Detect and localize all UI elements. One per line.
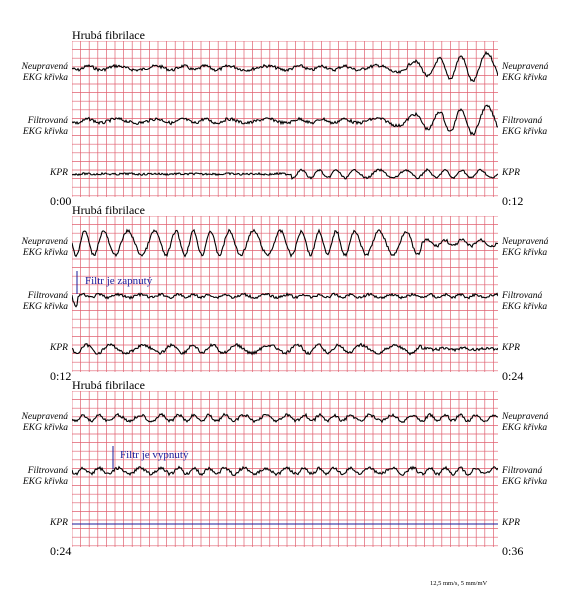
strip-panel-3 xyxy=(0,378,581,558)
filtered-ecg-trace xyxy=(72,467,498,476)
recording-scale: 12,5 mm/s, 5 mm/mV xyxy=(430,580,488,587)
panel-title: Hrubá fibrilace xyxy=(72,203,145,217)
ecg-grid xyxy=(72,216,498,372)
row-label-cpr-right: KPR xyxy=(502,518,520,528)
row-label-cpr-left: KPR xyxy=(50,168,68,178)
start-time: 0:12 xyxy=(50,369,72,383)
panel-title: Hrubá fibrilace xyxy=(72,28,145,42)
row-label-raw-right: Neupravená EKG křivka xyxy=(502,412,549,433)
start-time: 0:24 xyxy=(50,544,72,558)
row-label-cpr-right: KPR xyxy=(502,343,520,353)
row-label-raw-right: Neupravená EKG křivka xyxy=(502,237,549,258)
strip-panel-2 xyxy=(0,203,581,383)
cpr-trace xyxy=(72,169,498,179)
row-label-cpr-left: KPR xyxy=(50,343,68,353)
row-label-raw-left: Neupravená EKG křivka xyxy=(21,412,68,433)
row-label-filtered-left: Filtrovaná EKG křivka xyxy=(22,116,68,137)
row-label-raw-right: Neupravená EKG křivka xyxy=(502,62,549,83)
raw-ecg-trace xyxy=(72,230,498,257)
raw-ecg-trace xyxy=(72,414,498,423)
row-label-cpr-left: KPR xyxy=(50,518,68,528)
row-label-filtered-right: Filtrovaná EKG křivka xyxy=(502,116,548,137)
row-label-cpr-right: KPR xyxy=(502,168,520,178)
row-label-filtered-left: Filtrovaná EKG křivka xyxy=(22,291,68,312)
filter-annotation: Filtr je zapnutý xyxy=(85,275,153,287)
row-label-filtered-right: Filtrovaná EKG křivka xyxy=(502,291,548,312)
start-time: 0:00 xyxy=(50,194,72,208)
strip-panel-1 xyxy=(0,28,581,208)
filtered-ecg-trace xyxy=(72,293,498,306)
end-time: 0:12 xyxy=(502,194,524,208)
end-time: 0:24 xyxy=(502,369,524,383)
row-label-filtered-right: Filtrovaná EKG křivka xyxy=(502,466,548,487)
panel-title: Hrubá fibrilace xyxy=(72,378,145,392)
filter-annotation: Filtr je vypnutý xyxy=(120,449,189,461)
row-label-raw-left: Neupravená EKG křivka xyxy=(21,237,68,258)
row-label-filtered-left: Filtrovaná EKG křivka xyxy=(22,466,68,487)
ecg-grid xyxy=(72,391,498,547)
end-time: 0:36 xyxy=(502,544,524,558)
row-label-raw-left: Neupravená EKG křivka xyxy=(21,62,68,83)
ecg-grid xyxy=(72,41,498,197)
